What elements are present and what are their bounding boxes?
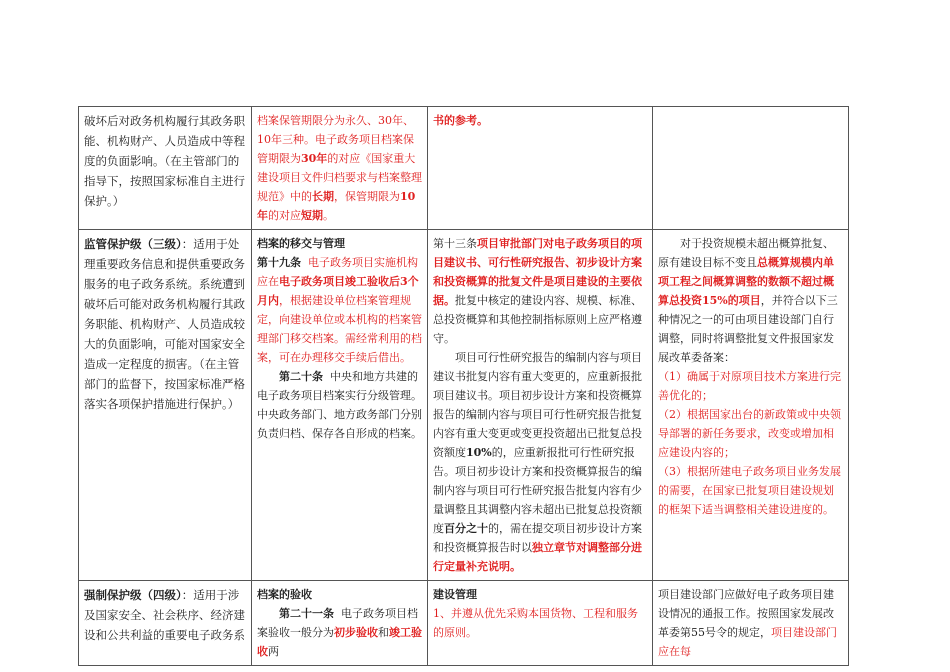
article-19 xyxy=(257,253,422,367)
text-span: 短期 xyxy=(301,209,323,222)
text-span: 电子政务项目竣工验收后3个月内 xyxy=(257,275,419,307)
article-label: 第二十条 xyxy=(279,370,323,383)
document-table xyxy=(78,106,849,666)
text-span: 百分之十 xyxy=(444,522,488,535)
article-label: 第十三条 xyxy=(433,237,477,250)
cell-text: 书的参考。 xyxy=(433,114,488,127)
list-item: （1）确属于对原项目技术方案进行完善优化的； xyxy=(658,370,841,402)
section-heading: 档案的验收 xyxy=(257,588,312,601)
text-span: ，根据建设单位档案管理规定，向建设单位或本机构的档案管理部门移交档案。需经常利用的档案，可在办理移交手续后借出。 xyxy=(257,294,422,364)
adjustment-cell xyxy=(653,107,849,230)
text-span: 独立章节对调整部分进行定量补充说明。 xyxy=(433,541,642,573)
archive-cell xyxy=(252,581,428,666)
text-span: 批复中核定的建设内容、规模、标准、总投资概算和其他控制指标原则上应严格遵守。 xyxy=(433,294,642,345)
article-13 xyxy=(433,234,647,348)
level-heading: 监管保护级（三级） xyxy=(84,237,182,251)
text-span: 档案保管期限分为永久、30年、10年三种。 xyxy=(257,114,414,146)
text-span: 中央和地方共建的电子政务项目档案实行分级管理。中央政务部门、地方政务部门分别负责归档、保存各自形成的档案。 xyxy=(257,370,422,440)
level-body: ：适用于处理重要政务信息和提供重要政务服务的电子政务系统。系统遭到破坏后可能对政务机构履行其政务职能、机构财产、人员造成较大的负面影响，可能对国家安全造成一定程度的损害。（在主管部门的监督下，按国家标准严格落实各项保护措施进行保护。） xyxy=(84,237,245,411)
project-approval-cell xyxy=(428,581,653,666)
cell-text xyxy=(84,585,246,645)
text-span: 的，需在提交项目初步设计方案和投资概算报告时以 xyxy=(433,522,642,554)
adjustment-cell xyxy=(653,230,849,581)
section-heading: 档案的移交与管理 xyxy=(257,237,345,250)
text-span: 初步验收 xyxy=(334,626,378,639)
article-20 xyxy=(257,367,422,443)
list-item: 1、并遵从优先采购本国货物、工程和服务的原则。 xyxy=(433,607,638,639)
paragraph xyxy=(433,348,647,576)
text-span: 10% xyxy=(466,446,492,459)
security-level-cell xyxy=(79,107,252,230)
text-span: ，保管期限为 xyxy=(334,190,400,203)
text-span: 30年 xyxy=(301,152,328,165)
paragraph xyxy=(658,234,843,367)
table-row xyxy=(79,230,849,581)
list-item: （2）根据国家出台的新政策或中央领导部署的新任务要求，改变或增加相应建设内容的； xyxy=(658,408,841,459)
text-span: ，并符合以下三种情况之一的可由项目建设部门自行调整，同时将调整批复文件报国家发展改革委备案： xyxy=(658,294,838,364)
text-span: 长期 xyxy=(312,190,334,203)
text-span: 两 xyxy=(268,645,279,658)
text-span: 项目审批部门对电子政务项目的项目建议书、可行性研究报告、初步设计方案和投资概算的批复文件是项目建设的主要依据。 xyxy=(433,237,642,307)
text-span: 项目可行性研究报告的编制内容与项目建议书批复内容有重大变更的，应重新报批项目建议书。项目初步设计方案和投资概算报告的编制内容与项目可行性研究报告批复内容有重大变更或变更投资超出已批复总投资额度 xyxy=(433,351,642,459)
text-span: 项目建设部门应做好电子政务项目建设情况的通报工作。按照国家发展改革委第55号令的规定， xyxy=(658,588,834,639)
section-heading: 建设管理 xyxy=(433,588,477,601)
text-span: 和 xyxy=(378,626,389,639)
table-row xyxy=(79,581,849,666)
text-span: 的对应《国家重大建设项目文件归档要求与档案整理规范》中的 xyxy=(257,152,422,203)
project-approval-cell xyxy=(428,107,653,230)
article-21 xyxy=(257,604,422,661)
text-span: 项目建设部门应在每 xyxy=(658,626,837,658)
level-heading: 强制保护级（四级） xyxy=(84,588,182,602)
archive-cell xyxy=(252,107,428,230)
security-level-cell xyxy=(79,230,252,581)
text-span: 。 xyxy=(323,209,334,222)
text-span: 总概算规模内单项工程之间概算调整的数额不超过概算总投资15%的项目 xyxy=(658,256,834,307)
cell-text: 破坏后对政务机构履行其政务职能、机构财产、人员造成中等程度的负面影响。（在主管部门的指导下，按照国家标准自主进行保护。） xyxy=(84,114,245,208)
paragraph xyxy=(658,585,843,661)
security-level-cell xyxy=(79,581,252,666)
text-span: 电子政务项目档案保管期限为 xyxy=(257,133,414,165)
text-span: 的对应 xyxy=(268,209,301,222)
archive-cell xyxy=(252,230,428,581)
article-label: 第二十一条 xyxy=(279,607,334,620)
adjustment-cell xyxy=(653,581,849,666)
article-label: 第十九条 xyxy=(257,256,301,269)
text-span: 电子政务项目实施机构应在 xyxy=(257,256,418,288)
level-body: ：适用于涉及国家安全、社会秩序、经济建设和公共利益的重要电子政务系 xyxy=(84,588,245,642)
text-span: 对于投资规模未超出概算批复、原有建设目标不变且 xyxy=(658,237,834,269)
text-span: 10年 xyxy=(257,190,416,222)
text-span: 的，应重新报批可行性研究报告。项目初步设计方案和投资概算报告的编制内容与项目可行性研究报告批复内容有少量调整且其调整内容未超出已批复总投资额度 xyxy=(433,446,642,535)
cell-text xyxy=(257,111,422,225)
list-item: （3）根据所建电子政务项目业务发展的需要，在国家已批复项目建设规划的框架下适当调整相关建设进度的。 xyxy=(658,465,841,516)
cell-text xyxy=(84,234,246,414)
table-row xyxy=(79,107,849,230)
text-span: 竣工验收 xyxy=(257,626,422,658)
text-span: 电子政务项目档案验收一般分为 xyxy=(257,607,418,639)
project-approval-cell xyxy=(428,230,653,581)
